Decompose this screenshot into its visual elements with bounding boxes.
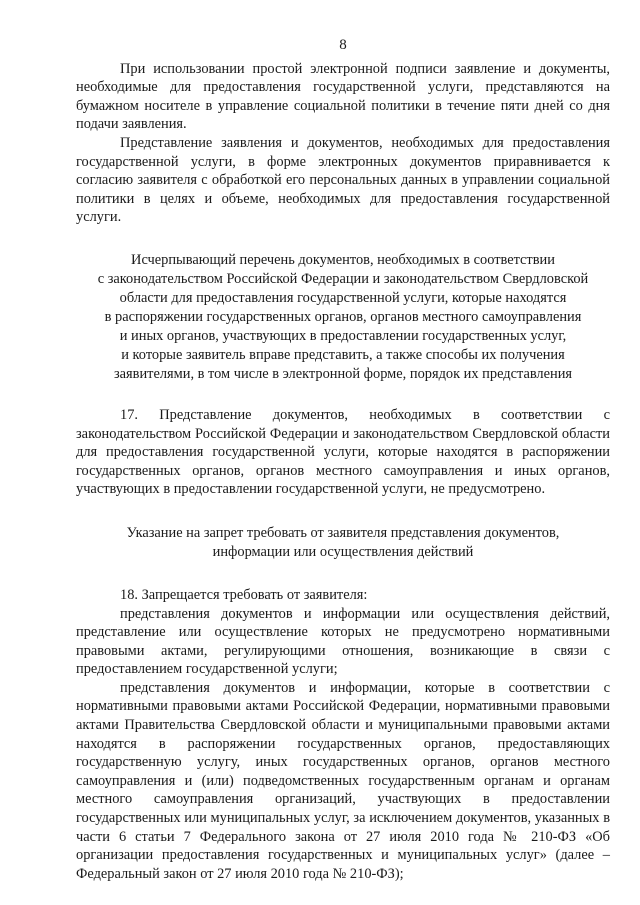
heading-line: и иных органов, участвующих в предоставлении государственных услуг, bbox=[119, 327, 567, 344]
section-heading-documents-list bbox=[76, 251, 610, 384]
paragraph-18-intro: 18. Запрещается требовать от заявителя: bbox=[120, 586, 368, 603]
paragraph-18-item-2: представления документов и информации, которые в соответствии с нормативными правовыми актами Российской Федерации, нормативными правовыми актами Правительства Свердловской области и муниципальными правовыми актами находятся в распоряжении государственных органов, предоставляющих государственную услугу, иных государственных органов, органов местного самоуправления и (или) подведомственных государственным органам и органам местного самоуправления организаций, участвующих в предоставлении государственных или муниципальных услуг, за исключением документов, указанных в части 6 статьи 7 Федерального закона от 27 июля 2010 года № 210-ФЗ «Об организации предоставления государственных и муниципальных услуг» (далее – Федеральный закон от 27 июля 2010 года № 210-ФЗ); bbox=[76, 679, 610, 882]
page-number: 8 bbox=[339, 37, 347, 53]
paragraph-simple-signature: При использовании простой электронной подписи заявление и документы, необходимые для предоставления государственной услуги, представляются на бумажном носителе в управление социальной политики в течение пяти дней со дня подачи заявления. bbox=[76, 60, 610, 133]
heading-line: области для предоставления государственной услуги, которые находятся bbox=[119, 289, 567, 306]
heading-line: Исчерпывающий перечень документов, необходимых в соответствии bbox=[131, 251, 555, 268]
paragraph-18-item-1: представления документов и информации или осуществления действий, представление или осуществление которых не предусмотрено нормативными правовыми актами, регулирующими отношения, возникающие в связи с предоставлением государственной услуги; bbox=[76, 605, 610, 678]
document-page bbox=[76, 36, 610, 883]
paragraph-17: 17. Представление документов, необходимых в соответствии с законодательством Российской Федерации и законодательством Свердловской области для предоставления государственной услуги, которые находятся в распоряжении государственных органов, органов местного самоуправления и иных органов, участвующих в предоставлении государственной услуги, не предусмотрено. bbox=[76, 406, 610, 498]
heading-line: информации или осуществления действий bbox=[212, 543, 474, 560]
section-heading-prohibition bbox=[76, 524, 610, 562]
paragraph-electronic-consent: Представление заявления и документов, необходимых для предоставления государственной услуги, в форме электронных документов приравнивается к согласию заявителя с обработкой его персональных данных в управлении социальной политики в целях и объеме, необходимых для предоставления государственной услуги. bbox=[76, 134, 610, 226]
heading-line: заявителями, в том числе в электронной форме, порядок их представления bbox=[113, 365, 573, 382]
heading-line: Указание на запрет требовать от заявителя представления документов, bbox=[126, 524, 560, 541]
heading-line: с законодательством Российской Федерации и законодательством Свердловской bbox=[97, 270, 589, 287]
heading-line: в распоряжении государственных органов, органов местного самоуправления bbox=[104, 308, 582, 325]
heading-line: и которые заявитель вправе представить, а также способы их получения bbox=[121, 346, 565, 363]
